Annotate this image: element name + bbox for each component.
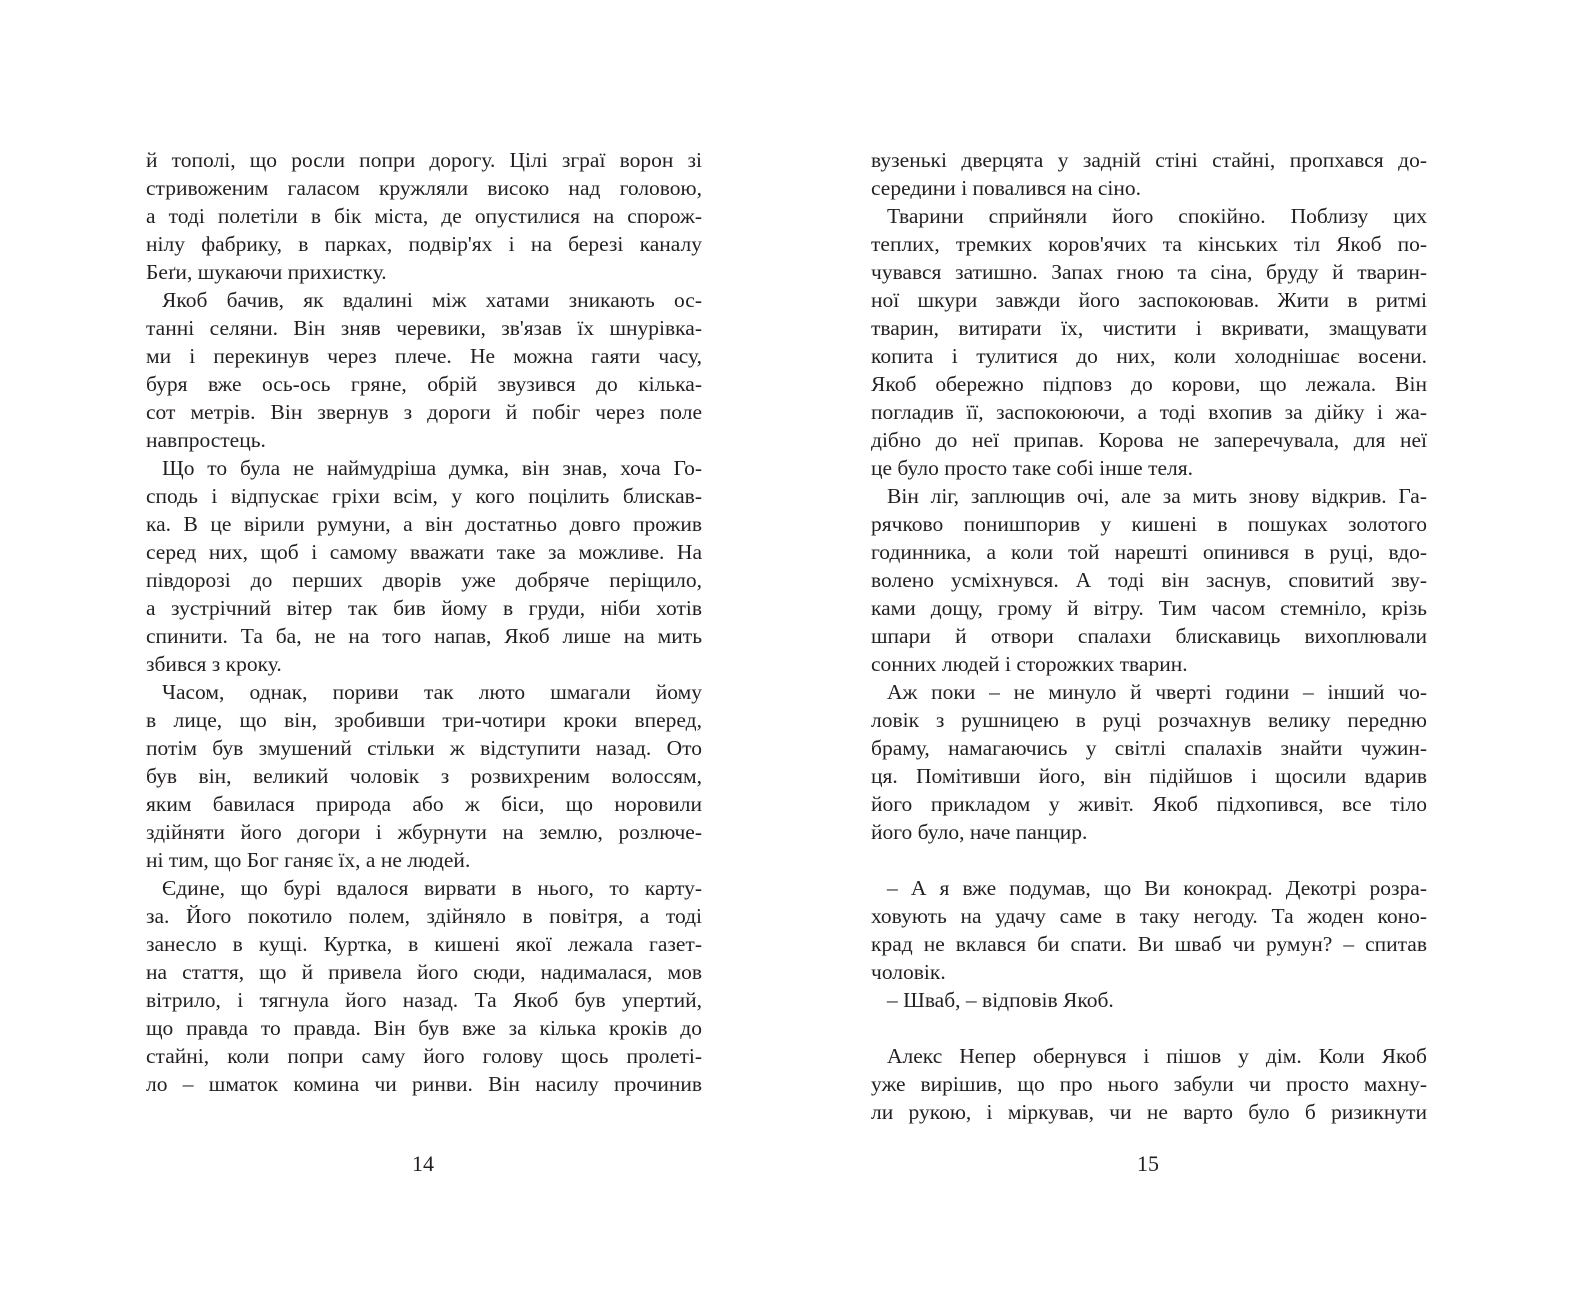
paragraph-gap: [871, 1014, 1427, 1042]
text-line: рячково понишпорив у кишені в пошуках золотого: [871, 512, 1427, 536]
paragraph-gap: [871, 846, 1427, 874]
text-line: а зустрічний вітер так бив йому в груди, ніби хотів: [146, 596, 702, 620]
text-line: занесло в кущі. Куртка, в кишені якої лежала газет-: [146, 932, 702, 956]
text-line: сонних людей і сторожких тварин.: [871, 652, 1188, 676]
text-line: його було, наче панцир.: [871, 820, 1088, 844]
text-line: уже вирішив, що про нього забули чи просто махну-: [871, 1072, 1427, 1096]
text-line: це було просто таке собі інше теля.: [871, 456, 1194, 480]
text-line: крад не вклався би спати. Ви шваб чи румун? – спитав: [871, 932, 1427, 956]
text-line: середини і повалився на сіно.: [871, 176, 1142, 200]
text-line: копита і тулитися до них, коли холоднішає восени.: [871, 344, 1427, 368]
text-line: Якоб обережно підповз до корови, що лежала. Він: [871, 372, 1427, 396]
text-line: на стаття, що й привела його сюди, надималася, мов: [146, 960, 702, 984]
text-line: був він, великий чоловік з розвихреним волоссям,: [146, 764, 702, 788]
text-line: шпари й отвори спалахи блискавиць вихоплювали: [871, 624, 1427, 648]
text-line: Часом, однак, пориви так люто шмагали йому: [162, 680, 702, 704]
text-line: яким бавилася природа або ж біси, що норовили: [146, 792, 702, 816]
text-line: й тополі, що росли попри дорогу. Цілі зграї ворон зі: [146, 148, 702, 172]
text-line: танні селяни. Він зняв черевики, зв'язав їх шнурівка-: [146, 316, 702, 340]
text-line: Він ліг, заплющив очі, але за мить знову відкрив. Га-: [887, 484, 1427, 508]
text-line: буря вже ось-ось гряне, обрій звузився до кілька-: [146, 372, 702, 396]
text-line: Тварини сприйняли його спокійно. Поблизу цих: [887, 204, 1427, 228]
text-line: здійняти його догори і жбурнути на землю, розлюче-: [146, 820, 702, 844]
text-line: погладив її, заспокоюючи, а тоді вхопив за дійку і жа-: [871, 400, 1427, 424]
text-line: чоловік.: [871, 960, 946, 984]
text-line: спинити. Та ба, не на того напав, Якоб лише на мить: [146, 624, 702, 648]
text-line: дібно до неї припав. Корова не заперечувала, для неї: [871, 428, 1427, 452]
text-line: збився з кроку.: [146, 652, 282, 676]
text-line: стайні, коли попри саму його голову щось пролеті-: [146, 1044, 702, 1068]
text-line: а тоді полетіли в бік міста, де опустилися на спорож-: [146, 204, 702, 228]
text-line: за. Його покотило полем, здійняло в повітря, а тоді: [146, 904, 702, 928]
text-line: вітрило, і тягнула його назад. Та Якоб був упертий,: [146, 988, 702, 1012]
text-line: ховують на удачу саме в таку негоду. Та жоден коно-: [871, 904, 1427, 928]
text-line: браму, намагаючись у світлі спалахів знайти чужин-: [871, 736, 1427, 760]
text-line: Алекс Непер обернувся і пішов у дім. Коли Якоб: [887, 1044, 1427, 1068]
text-line: ця. Помітивши його, він підійшов і щосили вдарив: [871, 764, 1427, 788]
text-line: Беґи, шукаючи прихистку.: [146, 260, 387, 284]
text-line: теплих, тремких коров'ячих та кінських тіл Якоб по-: [871, 232, 1427, 256]
text-line: сот метрів. Він звернув з дороги й побіг через поле: [146, 400, 702, 424]
text-line: ної шкури завжди його заспокоював. Жити в ритмі: [871, 288, 1427, 312]
text-line: тварин, витирати їх, чистити і вкривати, змащувати: [871, 316, 1427, 340]
page-number-right: 15: [1137, 1151, 1159, 1176]
text-line: ка. В це вірили румуни, а він достатньо довго прожив: [146, 512, 702, 536]
text-line: серед них, щоб і самому вважати таке за можливе. На: [146, 540, 702, 564]
left-page: [146, 146, 702, 1098]
text-line: сподь і відпускає гріхи всім, у кого поцілить блискав-: [146, 484, 702, 508]
text-line: півдорозі до перших дворів уже добряче періщило,: [146, 568, 702, 592]
text-line: його прикладом у живіт. Якоб підхопився, все тіло: [871, 792, 1427, 816]
text-line: ми і перекинув через плече. Не можна гаяти часу,: [146, 344, 702, 368]
text-line: нілу фабрику, в парках, подвір'ях і на березі каналу: [146, 232, 702, 256]
text-line: ловік з рушницею в руці розчахнув велику передню: [871, 708, 1427, 732]
text-line: – Шваб, – відповів Якоб.: [887, 988, 1114, 1012]
text-line: в лице, що він, зробивши три-чотири кроки вперед,: [146, 708, 702, 732]
page-number-left: 14: [412, 1151, 434, 1176]
text-line: навпростець.: [146, 428, 266, 452]
text-line: ками дощу, грому й вітру. Тим часом стемніло, крізь: [871, 596, 1427, 620]
text-line: чувався затишно. Запах гною та сіна, бруду й тварин-: [871, 260, 1427, 284]
text-line: ні тим, що Бог ганяє їх, а не людей.: [146, 848, 471, 872]
text-line: потім був змушений стільки ж відступити назад. Ото: [146, 736, 702, 760]
text-line: ло – шматок комина чи ринви. Він насилу прочинив: [146, 1072, 702, 1096]
text-line: що правда то правда. Він був вже за кілька кроків до: [146, 1016, 702, 1040]
text-line: вузенькі дверцята у задній стіні стайні, пропхався до-: [871, 148, 1427, 172]
right-page: [871, 146, 1427, 1126]
text-line: Якоб бачив, як вдалині між хатами зникають ос-: [162, 288, 702, 312]
text-line: Єдине, що бурі вдалося вирвати в нього, то карту-: [162, 876, 702, 900]
text-line: Що то була не наймудріша думка, він знав, хоча Го-: [162, 456, 702, 480]
text-line: годинника, а коли той нарешті опинився в руці, вдо-: [871, 540, 1427, 564]
text-line: ли рукою, і міркував, чи не варто було б ризикнути: [871, 1100, 1427, 1124]
text-line: Аж поки – не минуло й чверті години – інший чо-: [887, 680, 1427, 704]
text-line: волено усміхнувся. А тоді він заснув, сповитий зву-: [871, 568, 1427, 592]
text-line: – А я вже подумав, що Ви конокрад. Декотрі розра-: [887, 876, 1427, 900]
text-line: стривоженим галасом кружляли високо над головою,: [146, 176, 702, 200]
